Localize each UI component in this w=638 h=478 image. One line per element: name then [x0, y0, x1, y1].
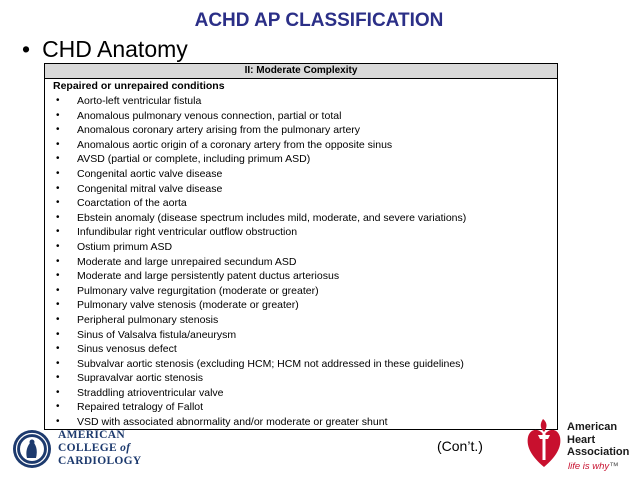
bullet-dot: • — [56, 255, 60, 267]
list-item-text: Coarctation of the aorta — [77, 197, 187, 210]
bullet-dot: • — [22, 36, 31, 62]
acc-line2a: COLLEGE — [58, 442, 121, 454]
table-header: II: Moderate Complexity — [45, 64, 557, 79]
bullet-dot: • — [56, 401, 60, 413]
list-item-text: Peripheral pulmonary stenosis — [77, 313, 219, 326]
aha-wordmark — [567, 421, 629, 459]
aha-line3: Association — [567, 446, 630, 458]
list-item-text: Repaired tetralogy of Fallot — [77, 401, 204, 414]
bullet-dot: • — [56, 416, 60, 428]
list-item-text: Moderate and large persistently patent ductus arteriosus — [77, 270, 340, 283]
list-item-text: Subvalvar aortic stenosis (excluding HCM; HCM not addressed in these guidelines) — [77, 357, 464, 370]
list-item-text: Aorto-left ventricular fistula — [77, 95, 202, 107]
list-item — [45, 152, 557, 167]
bullet-dot: • — [56, 313, 60, 325]
bullet-dot: • — [56, 226, 60, 238]
acc-seal-icon — [12, 429, 52, 469]
acc-line3: CARDIOLOGY — [58, 455, 142, 467]
list-item — [45, 313, 557, 328]
bullet-dot: • — [56, 182, 60, 194]
list-item-text: Straddling atrioventricular valve — [77, 386, 224, 399]
bullet-dot: • — [56, 299, 60, 311]
bullet-dot: • — [56, 284, 60, 296]
heart-torch-icon — [524, 415, 564, 471]
acc-logo — [12, 428, 152, 472]
list-item-text: Ostium primum ASD — [77, 240, 173, 253]
bullet-dot: • — [56, 167, 60, 179]
list-item — [45, 371, 557, 386]
slide-title: ACHD AP CLASSIFICATION — [194, 10, 444, 31]
conditions-list — [45, 94, 557, 430]
bullet-dot: • — [56, 270, 60, 282]
section-label: Repaired or unrepaired conditions — [53, 80, 225, 92]
acc-wordmark — [58, 429, 142, 468]
aha-logo — [524, 413, 636, 475]
list-item-text: Anomalous pulmonary venous connection, partial or total — [77, 109, 342, 122]
list-item — [45, 400, 557, 415]
list-item-text: Pulmonary valve stenosis (moderate or greater) — [77, 299, 299, 312]
list-item — [45, 196, 557, 211]
list-item — [45, 211, 557, 226]
list-item — [45, 328, 557, 343]
acc-line2b: of — [120, 442, 131, 454]
list-item — [45, 357, 557, 372]
list-item-text: Anomalous coronary artery arising from the pulmonary artery — [77, 124, 361, 137]
list-item — [45, 167, 557, 182]
list-item — [45, 255, 557, 270]
list-item — [45, 342, 557, 357]
list-item — [45, 109, 557, 124]
bullet-heading-text: CHD Anatomy — [42, 36, 188, 62]
list-item-text: Moderate and large unrepaired secundum ASD — [77, 255, 297, 268]
list-item — [45, 94, 557, 109]
bullet-dot: • — [56, 95, 60, 106]
list-item-text: Supravalvar aortic stenosis — [77, 372, 204, 385]
bullet-dot: • — [56, 211, 60, 223]
list-item — [45, 123, 557, 138]
list-item-text: Ebstein anomaly (disease spectrum includes mild, moderate, and severe variations) — [77, 211, 467, 224]
bullet-dot: • — [56, 197, 60, 209]
aha-tag1: life is why — [568, 461, 610, 472]
list-item — [45, 386, 557, 401]
aha-tagline — [568, 461, 619, 472]
aha-tag2: ™ — [609, 461, 619, 472]
list-item-text: Congenital mitral valve disease — [77, 182, 223, 195]
list-item — [45, 225, 557, 240]
bullet-dot: • — [56, 372, 60, 384]
bullet-dot: • — [56, 138, 60, 150]
list-item-text: Anomalous aortic origin of a coronary artery from the opposite sinus — [77, 138, 393, 151]
list-item — [45, 298, 557, 313]
list-item-text: Congenital aortic valve disease — [77, 167, 223, 180]
bullet-dot: • — [56, 343, 60, 355]
bullet-heading — [22, 36, 188, 63]
bullet-dot: • — [56, 109, 60, 121]
list-item-text: VSD with associated abnormality and/or moderate or greater shunt — [77, 416, 388, 429]
bullet-dot: • — [56, 357, 60, 369]
bullet-dot: • — [56, 153, 60, 165]
acc-line1: AMERICAN — [58, 429, 125, 441]
bullet-dot: • — [56, 328, 60, 340]
acc-line2 — [58, 442, 142, 455]
classification-table — [44, 63, 558, 430]
bullet-dot: • — [56, 124, 60, 136]
list-item — [45, 182, 557, 197]
list-item-text: Pulmonary valve regurgitation (moderate or greater) — [77, 284, 319, 297]
list-item — [45, 138, 557, 153]
list-item-text: Infundibular right ventricular outflow obstruction — [77, 226, 298, 239]
continued-label: (Con’t.) — [437, 438, 483, 454]
aha-line2: Heart — [567, 433, 596, 446]
list-item — [45, 240, 557, 255]
list-item — [45, 269, 557, 284]
list-item-text: Sinus venosus defect — [77, 343, 177, 356]
bullet-dot: • — [56, 240, 60, 252]
list-item — [45, 284, 557, 299]
list-item-text: Sinus of Valsalva fistula/aneurysm — [77, 328, 237, 341]
bullet-dot: • — [56, 386, 60, 398]
list-item-text: AVSD (partial or complete, including primum ASD) — [77, 153, 311, 166]
aha-line1: American — [567, 421, 618, 433]
